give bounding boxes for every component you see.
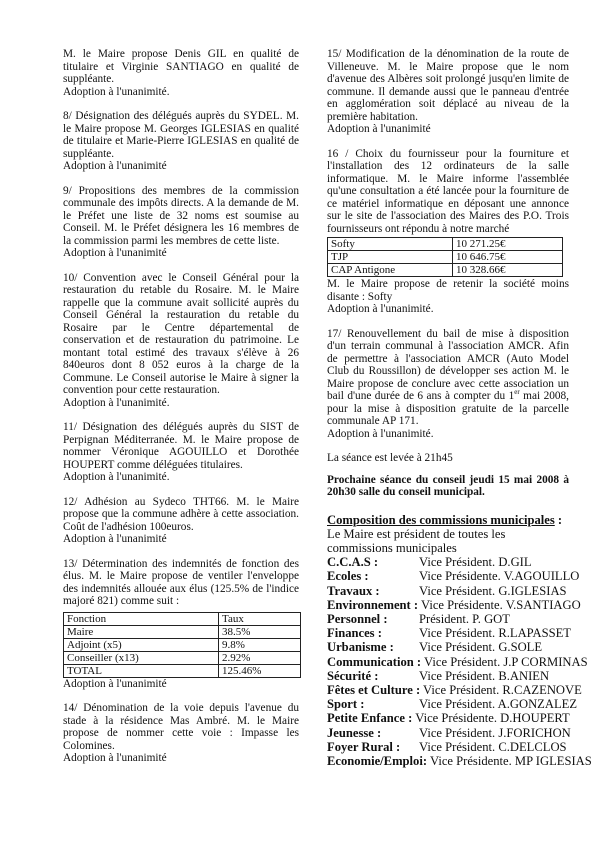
- table-cell: Fonction: [64, 612, 219, 625]
- commission-label: Economie/Emploi:: [327, 753, 428, 768]
- commission-vice-president: Vice Président. D.GIL: [419, 555, 532, 570]
- commissions-title: Composition des commissions municipales: [327, 512, 555, 527]
- section-16-adoption: Adoption à l'unanimité.: [327, 303, 434, 315]
- section-7: [63, 48, 299, 98]
- closing-text: La séance est levée à 21h45: [327, 452, 453, 464]
- section-16-after: M. le Maire propose de retenir la société moins disante : Softy: [327, 278, 569, 303]
- commission-row: [327, 626, 572, 641]
- table-row: [64, 612, 301, 625]
- commission-label: Travaux :: [327, 583, 380, 598]
- commission-vice-president: Président. P. GOT: [419, 611, 510, 626]
- table-cell: Taux: [219, 612, 301, 625]
- commission-vice-president: Vice Président. B.ANIEN: [419, 668, 550, 683]
- table-row: [64, 664, 301, 677]
- section-11-text: 11/ Désignation des délégués auprès du SIST de Perpignan Méditerranée. M. le Maire propose de nommer Véronique AGOUILLO et Dorothée HOUPERT comme déléguées titulaires.: [63, 421, 299, 471]
- commission-vice-president: Vice Présidente. V.SANTIAGO: [418, 597, 581, 612]
- commission-row: [327, 711, 569, 725]
- section-8-text: 8/ Désignation des délégués auprès du SYDEL. M. le Maire propose M. Georges IGLESIAS en qualité de titulaire et Marie-Pierre IGLESIAS en qualité de suppléante.: [63, 110, 299, 160]
- commission-row: [327, 753, 592, 768]
- section-17-adoption: Adoption à l'unanimité.: [327, 427, 434, 440]
- section-12-text: 12/ Adhésion au Sydeco THT66. M. le Maire propose que la commune adhère à cette association. Coût de l'adhésion 100euros.: [63, 495, 299, 533]
- commissions-list: [327, 555, 592, 768]
- table-cell: TOTAL: [64, 664, 219, 677]
- section-9-text: 9/ Propositions des membres de la commission communale des impôts directs. A la demande de M. le Préfet une liste de 32 noms est soumise au Conseil. M. le Préfet désignera les 16 membres de la commission parmi les membres de cette liste.: [63, 184, 299, 247]
- commission-row: [327, 682, 582, 697]
- superscript: er: [514, 388, 520, 397]
- commission-vice-president: Vice Président. G.IGLESIAS: [419, 583, 567, 598]
- commission-vice-president: Vice Président. R.LAPASSET: [419, 626, 572, 641]
- commission-row: [327, 726, 569, 740]
- section-12: [63, 496, 299, 546]
- table-cell: 2.92%: [219, 651, 301, 664]
- section-9-adoption: Adoption à l'unanimité: [63, 247, 167, 259]
- section-7-adoption: Adoption à l'unanimité.: [63, 85, 170, 98]
- section-14-text: 14/ Dénomination de la voie depuis l'avenue du stade à la résidence Mas Ambré. M. le Maire propose de nommer cette voie : Impasse les Colomines.: [63, 702, 299, 752]
- commission-vice-president: Vice Président. C.DELCLOS: [419, 739, 567, 754]
- closing: [327, 452, 569, 465]
- table-row: [64, 638, 301, 651]
- left-column: [63, 48, 299, 777]
- commission-vice-president: Vice Président. J.FORICHON: [419, 725, 571, 740]
- table-cell: 10 271.25€: [453, 238, 563, 251]
- commission-row: [327, 740, 569, 754]
- fournisseurs-table: [327, 237, 563, 277]
- section-13-adoption: Adoption à l'unanimité: [63, 677, 167, 690]
- table-row: [64, 651, 301, 664]
- commission-label: Personnel :: [327, 611, 388, 626]
- section-16-text: 16 / Choix du fournisseur pour la fourniture et l'installation des 12 ordinateurs de la salle informatique. M. le Maire informe l'assemblée qu'une consultation a été lancée pour la fourniture de ce matériel informatique en déposant une annonce sur le site de l'association des Maires des P.O. Trois fournisseurs ont répondu à notre marché: [327, 147, 569, 235]
- commission-label: Environnement :: [327, 597, 419, 612]
- table-cell: 38.5%: [219, 625, 301, 638]
- section-11: [63, 421, 299, 484]
- table-cell: TJP: [328, 251, 453, 264]
- section-16: [327, 148, 569, 316]
- commission-vice-president: Vice Président. G.SOLE: [419, 640, 543, 655]
- commission-vice-president: Vice Président. R.CAZENOVE: [420, 682, 582, 697]
- commission-vice-president: Vice Présidente. D.HOUPERT: [412, 711, 570, 726]
- section-17-text: [327, 328, 569, 428]
- indemnites-table: [63, 612, 301, 678]
- section-17: [327, 328, 569, 441]
- section-15-adoption: Adoption à l'unanimité: [327, 123, 431, 135]
- commission-label: Communication :: [327, 654, 422, 669]
- commission-row: [327, 654, 588, 669]
- commission-label: Fêtes et Culture :: [327, 682, 421, 697]
- section-11-adoption: Adoption à l'unanimité.: [63, 471, 170, 483]
- table-row: [328, 264, 563, 277]
- commission-vice-president: Vice Président. A.GONZALEZ: [419, 697, 578, 712]
- commissions: [327, 512, 592, 769]
- commission-label: Jeunesse :: [327, 725, 382, 740]
- commissions-intro: Le Maire est président de toutes les commissions municipales: [327, 526, 506, 555]
- next-session: [327, 474, 569, 499]
- table-row: [64, 625, 301, 638]
- section-14-adoption: Adoption à l'unanimité: [63, 752, 167, 764]
- commissions-title-suffix: :: [554, 512, 563, 527]
- table-cell: 10 646.75€: [453, 251, 563, 264]
- section-10: [63, 272, 299, 410]
- section-10-text: 10/ Convention avec le Conseil Général pour la restauration du retable du Rosaire. M. le Maire rappelle que la commune avait sollicité auprès du Conseil Général la restauration du retable du Rosaire par le Centre départemental de conservation et de restauration du patrimoine. Le montant total estimé des travaux s'élève à 26 840euros dont 8 052 euros à la charge de la Commune. Le Conseil autorise le Maire à signer la convention pour cette restauration.: [63, 271, 299, 396]
- table-cell: Adjoint (x5): [64, 638, 219, 651]
- commission-label: Urbanisme :: [327, 640, 394, 655]
- commission-row: [327, 569, 580, 584]
- right-column: [327, 48, 592, 768]
- section-10-adoption: Adoption à l'unanimité.: [63, 396, 170, 409]
- commission-row: [327, 612, 569, 626]
- section-12-adoption: Adoption à l'unanimité: [63, 533, 167, 545]
- commission-row: [327, 555, 569, 569]
- commission-row: [327, 597, 581, 612]
- commission-label: C.C.A.S :: [327, 555, 379, 570]
- section-15: [327, 48, 569, 136]
- section-7-text: M. le Maire propose Denis GIL en qualité de titulaire et Virginie SANTIAGO en qualité de suppléante.: [63, 48, 299, 85]
- commission-label: Ecoles :: [327, 569, 369, 584]
- table-cell: Maire: [64, 625, 219, 638]
- commission-row: [327, 640, 569, 654]
- section-13-text: 13/ Détermination des indemnités de fonction des élus. M. le Maire propose de ventiler l'enveloppe des indemnités allouée aux élus (125.5% de l'indice majoré 821) comme suit :: [63, 557, 299, 607]
- table-row: [328, 251, 563, 264]
- commission-vice-president: Vice Présidente. MP IGLESIAS: [427, 753, 592, 768]
- section-15-text: 15/ Modification de la dénomination de la route de Villeneuve. M. le Maire propose que le nom d'avenue des Albères soit prolongé jusqu'en limite de commune. Il demande aussi que le panneau d'entrée en agglomération soit déplacé au niveau de la première habitation.: [327, 48, 569, 123]
- table-cell: 10 328.66€: [453, 264, 563, 277]
- commission-vice-president: Vice Présidente. V.AGOUILLO: [419, 569, 580, 584]
- section-8-adoption: Adoption à l'unanimité: [63, 160, 167, 172]
- section-13: [63, 558, 299, 691]
- section-9: [63, 185, 299, 260]
- commission-label: Petite Enfance :: [327, 711, 413, 726]
- table-cell: CAP Antigone: [328, 264, 453, 277]
- commission-row: [327, 697, 578, 712]
- commission-row: [327, 669, 569, 683]
- commission-label: Finances :: [327, 626, 382, 641]
- table-row: [328, 238, 563, 251]
- section-17-text-b: mai 2008, pour la mise à disposition gratuite de la parcelle communale AP 171.: [327, 390, 569, 427]
- commission-row: [327, 584, 569, 598]
- table-cell: Conseiller (x13): [64, 651, 219, 664]
- section-17-text-a: 17/ Renouvellement du bail de mise à disposition d'un terrain communal à l'association AMCR. Afin de permettre à l'association AMCR (Auto Model Club du Roussillon) de développer ses action M. le Maire propose de conclure avec cette association un bail d'une durée de 6 ans à compter du 1: [327, 327, 569, 402]
- commission-label: Sécurité :: [327, 668, 379, 683]
- commissions-heading: [327, 513, 569, 527]
- section-14: [63, 702, 299, 765]
- commission-vice-president: Vice Président. J.P CORMINAS: [421, 654, 588, 669]
- table-cell: 9.8%: [219, 638, 301, 651]
- commission-label: Foyer Rural :: [327, 739, 401, 754]
- next-session-text: Prochaine séance du conseil jeudi 15 mai 2008 à 20h30 salle du conseil municipal.: [327, 473, 569, 498]
- table-cell: 125.46%: [219, 664, 301, 677]
- table-cell: Softy: [328, 238, 453, 251]
- section-8: [63, 110, 299, 173]
- commission-label: Sport :: [327, 697, 365, 712]
